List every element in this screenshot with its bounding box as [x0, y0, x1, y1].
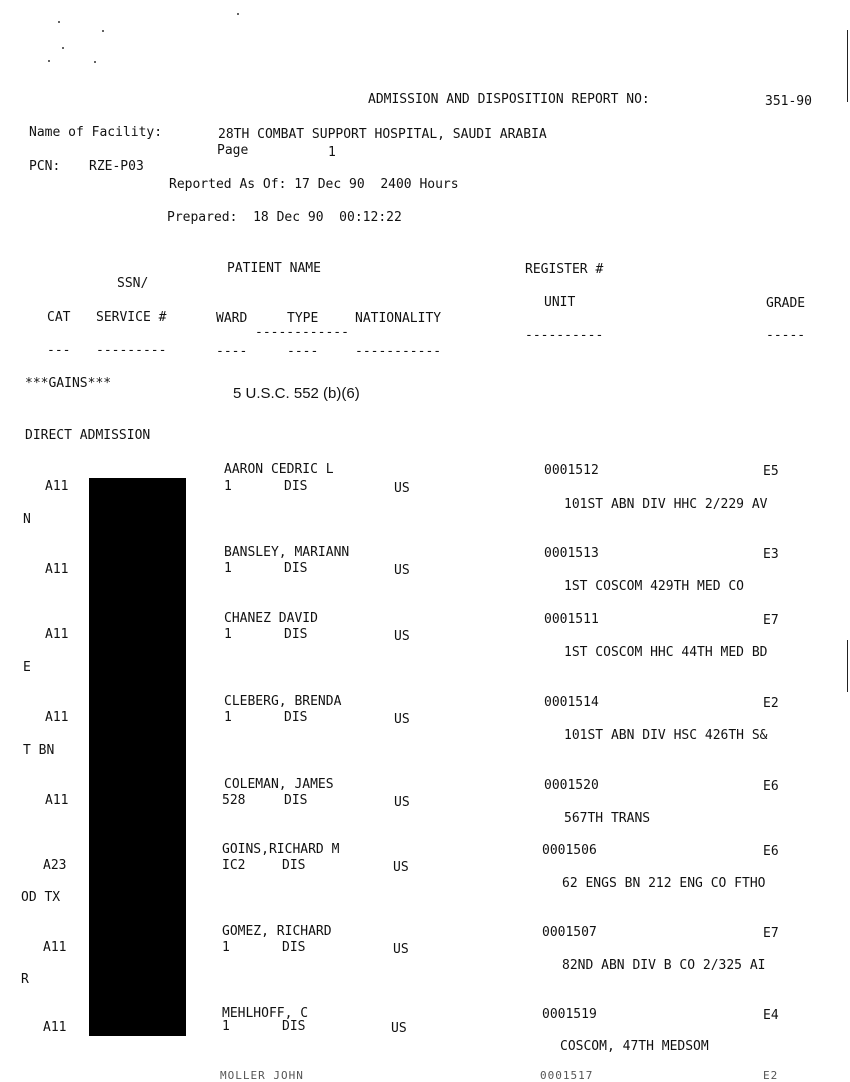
scan-speck	[94, 61, 96, 63]
pcn-label: PCN:	[29, 159, 61, 174]
record-nationality: US	[393, 942, 409, 957]
header-underline: ----	[287, 344, 319, 359]
header-type: TYPE	[287, 311, 319, 326]
record-unit: 1ST COSCOM HHC 44TH MED BD	[564, 645, 768, 660]
record-ward: 1	[224, 710, 232, 725]
record-register: 0001520	[544, 778, 599, 793]
header-grade: GRADE	[766, 296, 806, 311]
record-ward: 528	[222, 793, 246, 808]
record-unit-wrap: T BN	[23, 743, 55, 758]
record-unit: 1ST COSCOM 429TH MED CO	[564, 579, 745, 594]
header-underline: ---------	[96, 343, 167, 358]
redaction-block	[89, 478, 186, 1036]
record-name: CHANEZ DAVID	[224, 611, 318, 626]
record-grade: E4	[763, 1008, 779, 1023]
header-service: SERVICE #	[96, 310, 167, 325]
report-title: ADMISSION AND DISPOSITION REPORT NO:	[368, 92, 650, 107]
record-nationality: US	[394, 795, 410, 810]
header-patient-name: PATIENT NAME	[227, 261, 321, 276]
foia-exemption-stamp: 5 U.S.C. 552 (b)(6)	[233, 385, 360, 402]
record-grade: E2	[763, 696, 779, 711]
scan-speck	[62, 47, 64, 49]
header-underline: ----	[216, 344, 248, 359]
record-ward: IC2	[222, 858, 246, 873]
record-register: 0001511	[544, 612, 599, 627]
record-nationality: US	[394, 712, 410, 727]
scan-speck	[237, 13, 239, 15]
record-name: GOINS,RICHARD M	[222, 842, 340, 857]
header-ward: WARD	[216, 311, 248, 326]
record-nationality: US	[394, 563, 410, 578]
header-cat: CAT	[47, 310, 71, 325]
record-type: DIS	[284, 627, 308, 642]
record-cat: A11	[45, 479, 69, 494]
reported-as-of: Reported As Of: 17 Dec 90 2400 Hours	[169, 177, 459, 192]
cutoff-record-register: 0001517	[540, 1069, 594, 1082]
record-type: DIS	[284, 793, 308, 808]
record-ward: 1	[222, 1019, 230, 1034]
scan-edge-line	[847, 640, 848, 692]
record-type: DIS	[284, 710, 308, 725]
header-underline: -----------	[355, 344, 442, 359]
record-unit-wrap: OD TX	[21, 890, 61, 905]
record-name: MEHLHOFF, C	[222, 1006, 309, 1021]
record-name: COLEMAN, JAMES	[224, 777, 334, 792]
facility-label: Name of Facility:	[29, 125, 163, 140]
record-unit: 82ND ABN DIV B CO 2/325 AI	[562, 958, 766, 973]
scan-speck	[48, 60, 50, 62]
facility-name: 28TH COMBAT SUPPORT HOSPITAL, SAUDI ARABIA	[218, 127, 547, 142]
header-unit: UNIT	[544, 295, 576, 310]
record-nationality: US	[393, 860, 409, 875]
record-register: 0001514	[544, 695, 599, 710]
header-underline: ------------	[255, 325, 349, 340]
page-number: 1	[328, 145, 336, 160]
record-name: GOMEZ, RICHARD	[222, 924, 332, 939]
record-grade: E6	[763, 779, 779, 794]
record-unit: COSCOM, 47TH MEDSOM	[560, 1039, 709, 1054]
record-register: 0001513	[544, 546, 599, 561]
record-name: BANSLEY, MARIANN	[224, 545, 350, 560]
record-type: DIS	[284, 561, 308, 576]
cutoff-record-name: MOLLER JOHN	[220, 1069, 304, 1082]
record-register: 0001506	[542, 843, 597, 858]
gains-heading: ***GAINS***	[25, 376, 112, 391]
record-nationality: US	[394, 481, 410, 496]
record-ward: 1	[222, 940, 230, 955]
record-grade: E7	[763, 926, 779, 941]
record-cat: A11	[45, 793, 69, 808]
scan-speck	[102, 30, 104, 32]
pcn-value: RZE-P03	[89, 159, 144, 174]
record-type: DIS	[282, 858, 306, 873]
record-type: DIS	[282, 1019, 306, 1034]
direct-admission-heading: DIRECT ADMISSION	[25, 428, 151, 443]
header-underline: -----	[766, 328, 806, 343]
record-unit-wrap: R	[21, 972, 29, 987]
record-unit-wrap: E	[23, 660, 31, 675]
header-nationality: NATIONALITY	[355, 311, 442, 326]
record-cat: A11	[45, 710, 69, 725]
record-unit: 62 ENGS BN 212 ENG CO FTHO	[562, 876, 766, 891]
record-type: DIS	[282, 940, 306, 955]
cutoff-record-grade: E2	[763, 1069, 779, 1082]
record-grade: E7	[763, 613, 779, 628]
record-register: 0001512	[544, 463, 599, 478]
record-nationality: US	[391, 1021, 407, 1036]
record-cat: A11	[45, 627, 69, 642]
record-ward: 1	[224, 479, 232, 494]
prepared-timestamp: Prepared: 18 Dec 90 00:12:22	[167, 210, 402, 225]
record-cat: A11	[45, 562, 69, 577]
record-ward: 1	[224, 627, 232, 642]
record-unit: 567TH TRANS	[564, 811, 651, 826]
record-unit: 101ST ABN DIV HSC 426TH S&	[564, 728, 768, 743]
header-register: REGISTER #	[525, 262, 604, 277]
header-underline: ----------	[525, 328, 604, 343]
record-nationality: US	[394, 629, 410, 644]
record-name: AARON CEDRIC L	[224, 462, 334, 477]
record-unit-wrap: N	[23, 512, 31, 527]
header-underline: ---	[47, 343, 71, 358]
record-grade: E5	[763, 464, 779, 479]
record-register: 0001519	[542, 1007, 597, 1022]
record-grade: E6	[763, 844, 779, 859]
header-ssn: SSN/	[117, 276, 149, 291]
page-label: Page	[217, 143, 249, 158]
record-type: DIS	[284, 479, 308, 494]
record-cat: A11	[43, 940, 67, 955]
report-number: 351-90	[765, 94, 812, 109]
record-grade: E3	[763, 547, 779, 562]
scan-speck	[58, 21, 60, 23]
record-name: CLEBERG, BRENDA	[224, 694, 342, 709]
record-ward: 1	[224, 561, 232, 576]
record-register: 0001507	[542, 925, 597, 940]
scan-edge-line	[847, 30, 848, 102]
record-unit: 101ST ABN DIV HHC 2/229 AV	[564, 497, 768, 512]
record-cat: A23	[43, 858, 67, 873]
record-cat: A11	[43, 1020, 67, 1035]
